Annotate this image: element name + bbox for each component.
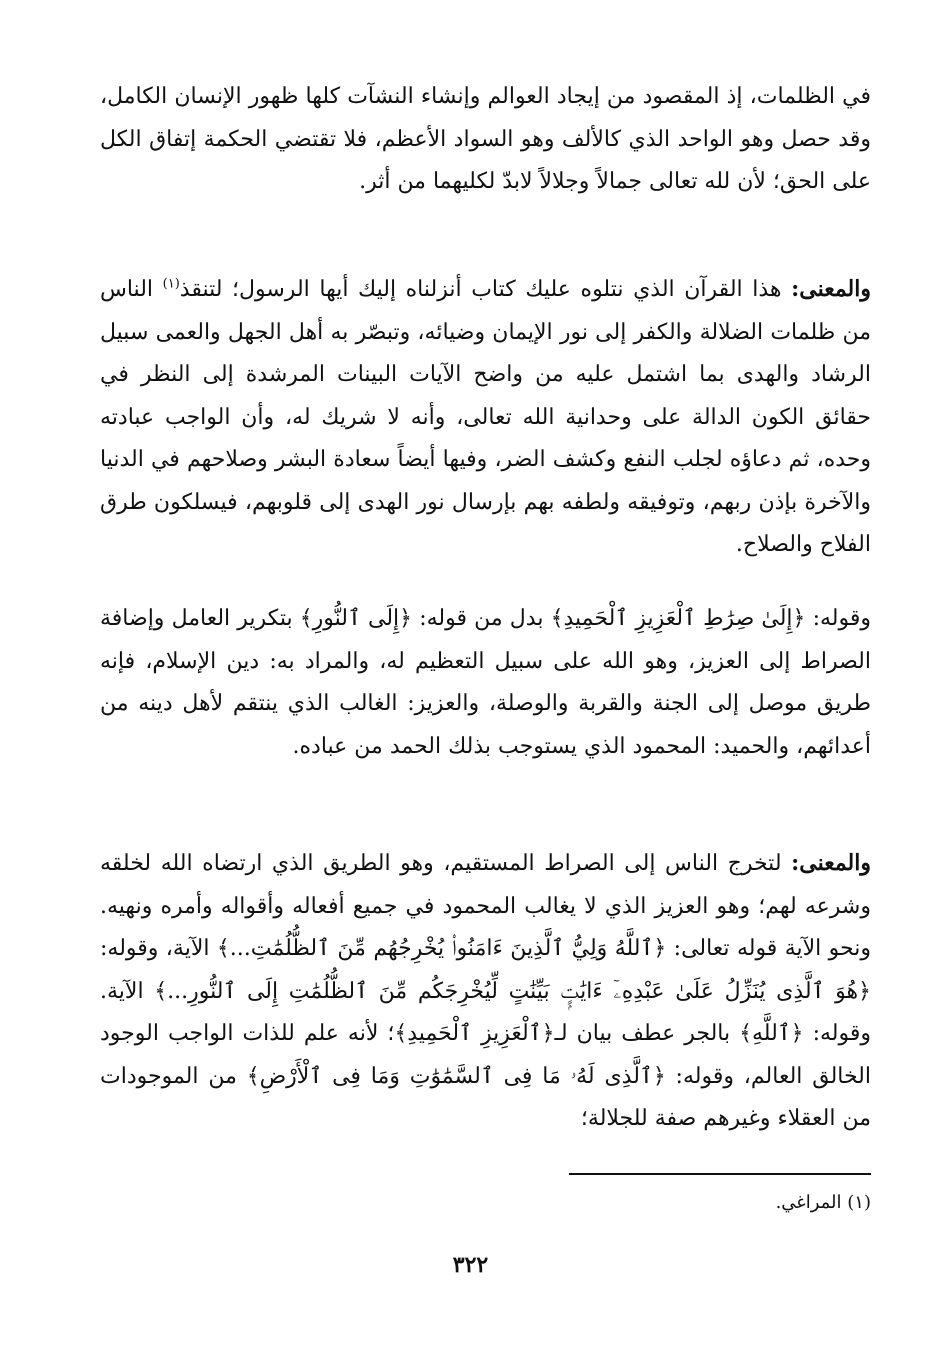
paragraph-4-text: لتخرج الناس إلى الصراط المستقيم، وهو الطريق الذي ارتضاه الله لخلقه وشرعه لهم؛ وهو العزيز الذي لا يغالب المحمود في جميع أفعاله وأقواله وأمره ونهيه. ونحو الآية قوله تعالى: ﴿ٱللَّهُ وَلِيُّ ٱلَّذِينَ ءَامَنُوا۟ يُخْرِجُهُم مِّنَ ٱلظُّلُمَٰتِ...﴾ الآية، وقوله: ﴿هُوَ ٱلَّذِى يُنَزِّلُ عَلَىٰ عَبْدِهِۦٓ ءَايَٰتٍۭ بَيِّنَٰتٍ لِّيُخْرِجَكُم مِّنَ ٱلظُّلُمَٰتِ إِلَى ٱلنُّورِ...﴾ الآية. وقوله: ﴿ٱللَّهِ﴾ بالجر عطف بيان لـ﴿ٱلْعَزِيزِ ٱلْحَمِيدِ﴾؛ لأنه علم للذات الواجب الوجود الخالق العالم، وقوله: ﴿ٱلَّذِى لَهُۥ مَا فِى ٱلسَّمَٰوَٰتِ وَمَا فِى ٱلْأَرْضِ﴾ من الموجودات من العقلاء وغيرهم صفة للجلالة؛	[100, 851, 871, 1131]
footnote-reference[interactable]: (١)	[162, 276, 180, 292]
footnote: (١) المراغي.	[775, 1192, 871, 1213]
page-number: ٣٢٢	[452, 1252, 489, 1278]
paragraph-4	[100, 842, 871, 1141]
paragraph-2-text-after-ref: الناس من ظلمات الضلالة والكفر إلى نور الإيمان وضيائه، وتبصّر به أهل الجهل والعمى سبيل الرشاد والهدى بما اشتمل عليه من واضح الآيات البينات المرشدة إلى النظر في حقائق الكون الدالة على وحدانية الله تعالى، وأنه لا شريك له، وأن الواجب عبادته وحده، ثم دعاؤه لجلب النفع وكشف الضر، وفيها أيضاً سعادة البشر وصلاحهم في الدنيا والآخرة بإذن ربهم، وتوفيقه ولطفه بهم بإرسال نور الهدى إلى قلوبهم، فيسلكون طرق الفلاح والصلاح.	[100, 277, 871, 557]
paragraph-2-lead: والمعنى:	[791, 276, 871, 302]
paragraph-2-text-before-ref: هذا القرآن الذي نتلوه عليك كتاب أنزلناه إليك أيها الرسول؛ لتنقذ	[179, 277, 782, 302]
footnote-divider	[569, 1173, 871, 1175]
paragraph-1: في الظلمات، إذ المقصود من إيجاد العوالم وإنشاء النشآت كلها ظهور الإنسان الكامل، وقد حصل وهو الواحد الذي كالألف وهو السواد الأعظم، فلا تقتضي الحكمة إتفاق الكل على الحق؛ لأن لله تعالى جمالاً وجلالاً لابدّ لكليهما من أثر.	[100, 84, 871, 194]
paragraph-2	[100, 268, 871, 567]
paragraph-3: وقوله: ﴿إِلَىٰ صِرَٰطِ ٱلْعَزِيزِ ٱلْحَمِيدِ﴾ بدل من قوله: ﴿إِلَى ٱلنُّورِ﴾ بتكرير العامل وإضافة الصراط إلى العزيز، وهو الله على سبيل التعظيم له، والمراد به: دين الإسلام، فإنه طريق موصل إلى الجنة والقربة والوصلة، والعزيز: الغالب الذي ينتقم لأهل دينه من أعدائهم، والحميد: المحمود الذي يستوجب بذلك الحمد من عباده.	[100, 606, 871, 759]
paragraph-4-lead: والمعنى:	[791, 850, 871, 876]
